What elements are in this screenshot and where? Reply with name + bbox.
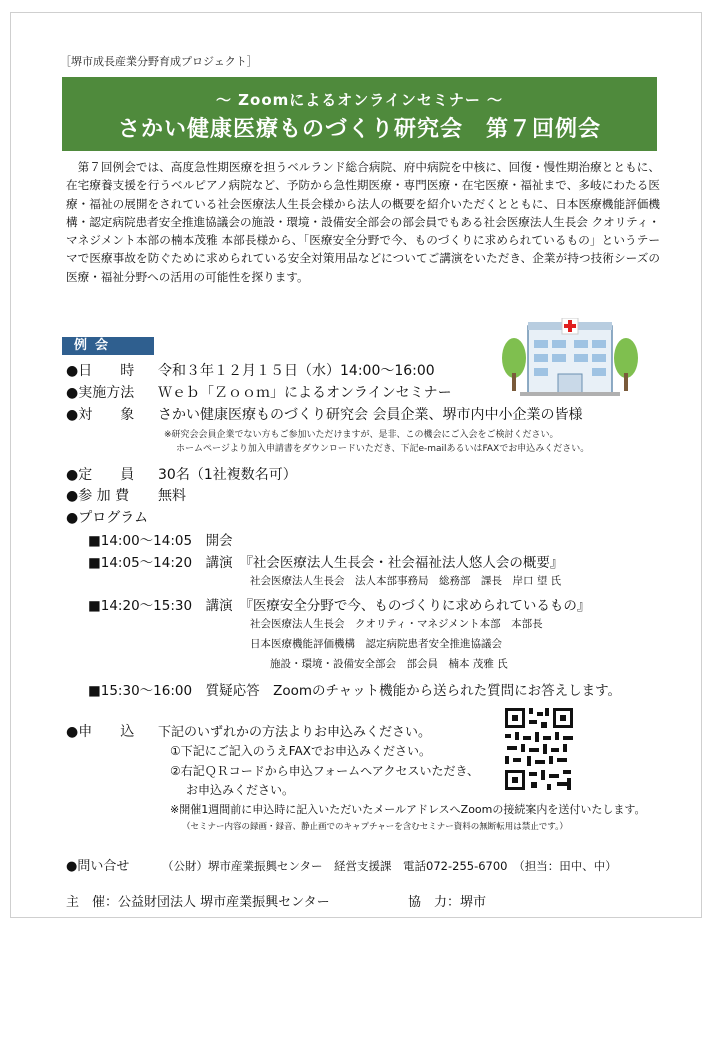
organizer-host: 主 催：公益財団法人 堺市産業振興センター (66, 895, 330, 910)
date-row (66, 360, 435, 380)
program-item-1 (88, 529, 233, 549)
banner-title: さかい健康医療ものづくり研究会 第７回例会 (117, 117, 601, 142)
method-row (66, 382, 452, 402)
speaker-2-line-1: 社会医療法人生長会 クオリティ・マネジメント本部 本部長 (250, 618, 543, 630)
program-item-2 (88, 551, 563, 571)
fee-label: ●参 加 費 (66, 488, 130, 504)
date-value: 令和３年１２月１５日（水）14:00～16:00 (158, 363, 435, 379)
program-kind: 質疑応答 (205, 683, 260, 699)
banner-subtitle: ～ Zoomによるオンラインセミナー ～ (215, 91, 504, 109)
section-header: 例会 (62, 337, 154, 355)
target-value: さかい健康医療ものづくり研究会 会員企業、堺市内中小企業の皆様 (158, 407, 583, 423)
program-item-4 (88, 679, 621, 699)
date-label: ●日 時 (66, 363, 135, 379)
apply-line-3: ②右記ＱＲコードから申込フォームへアクセスいただき、 (170, 764, 479, 778)
hospital-icon (500, 318, 640, 398)
program-time: ■15:30～16:00 (88, 683, 193, 699)
contact-row (66, 855, 617, 874)
apply-line-4: お申込みください。 (186, 783, 295, 797)
program-title: Zoomのチャット機能から送られた質問にお答えします。 (273, 683, 622, 699)
title-banner (62, 77, 657, 151)
apply-label: ●申 込 (66, 724, 135, 740)
speaker-2-line-3: 施設・環境・設備安全部会 部会員 楠本 茂雅 氏 (270, 658, 508, 670)
program-title: 『医療安全分野で今、ものづくりに求められているもの』 (246, 598, 591, 614)
apply-line-5: ※開催1週間前に申込時に記入いただいたメールアドレスへZoomの接続案内を送付いたします。 (170, 803, 646, 816)
apply-row (66, 721, 431, 741)
method-value: Ｗｅｂ「Ｚｏｏｍ」によるオンラインセミナー (158, 385, 452, 401)
fee-value: 無料 (158, 488, 186, 504)
organizer-cooperation: 協 力：堺市 (408, 895, 487, 910)
target-note-1: ※研究会会員企業でない方もご参加いただけますが、是非、この機会にご入会をご検討ください。 (164, 430, 559, 440)
capacity-value: 30名（1社複数名可） (158, 467, 297, 483)
contact-value: （公財）堺市産業振興センター 経営支援課 電話072-255-6700 （担当：田中、中） (162, 859, 617, 873)
capacity-label: ●定 員 (66, 467, 135, 483)
speaker-2-line-2: 日本医療機能評価機構 認定病院患者安全推進協議会 (250, 638, 502, 650)
program-label: ●プログラム (66, 510, 149, 526)
capacity-row (66, 464, 297, 484)
program-title: 『社会医療法人生長会・社会福祉法人悠人会の概要』 (246, 555, 564, 571)
apply-line-6: （セミナー内容の録画・録音、静止画でのキャプチャーを含むセミナー資料の無断転用は禁止です。） (182, 822, 568, 832)
program-time: ■14:00～14:05 (88, 533, 193, 549)
project-tag: ［堺市成長産業分野育成プロジェクト］ (60, 55, 258, 68)
target-label: ●対 象 (66, 407, 135, 423)
apply-line-1: 下記のいずれかの方法よりお申込みください。 (158, 725, 432, 740)
qr-code[interactable] (503, 706, 575, 792)
intro-paragraph: 第７回例会では、高度急性期医療を担うベルランド総合病院、府中病院を中核に、回復・慢性期治療とともに、在宅療養支援を行うベルピアノ病院など、予防から急性期医療・専門医療・在宅医療・福祉まで、多岐にわたる医療・福祉の展開をされている社会医療法人生長会様から法人の概要を紹介いただくとともに、日本医療機能評価機構・認定病院患者安全推進協議会の施設・環境・設備安全部会の部会員でもある社会医療法人生長会 クオリティ・マネジメント本部の楠本茂雅 本部長様から、「医療安全分野で今、ものづくりに求められているもの」というテーマで医療事故を防ぐために求められている安全対策用品などについてご講演をいただき、企業が持つ技術シーズの医療・福祉分野への活用の可能性を探ります。 (66, 160, 660, 284)
program-time: ■14:05～14:20 (88, 555, 193, 571)
method-label: ●実施方法 (66, 385, 135, 401)
fee-row (66, 485, 186, 505)
target-row (66, 404, 582, 424)
apply-line-2: ①下記にご記入のうえFAXでお申込みください。 (170, 744, 431, 758)
program-kind: 講演 (205, 598, 233, 614)
program-kind: 講演 (205, 555, 233, 571)
target-note-2: ホームページより加入申請書をダウンロードいただき、下記e-mailあるいはFAXでお申込みください。 (176, 444, 590, 454)
program-item-3 (88, 594, 590, 614)
contact-label: ●問い合せ (66, 859, 130, 874)
speaker-1: 社会医療法人生長会 法人本部事務局 総務部 課長 岸口 望 氏 (250, 575, 562, 587)
program-time: ■14:20～15:30 (88, 598, 193, 614)
program-kind: 開会 (205, 533, 233, 549)
